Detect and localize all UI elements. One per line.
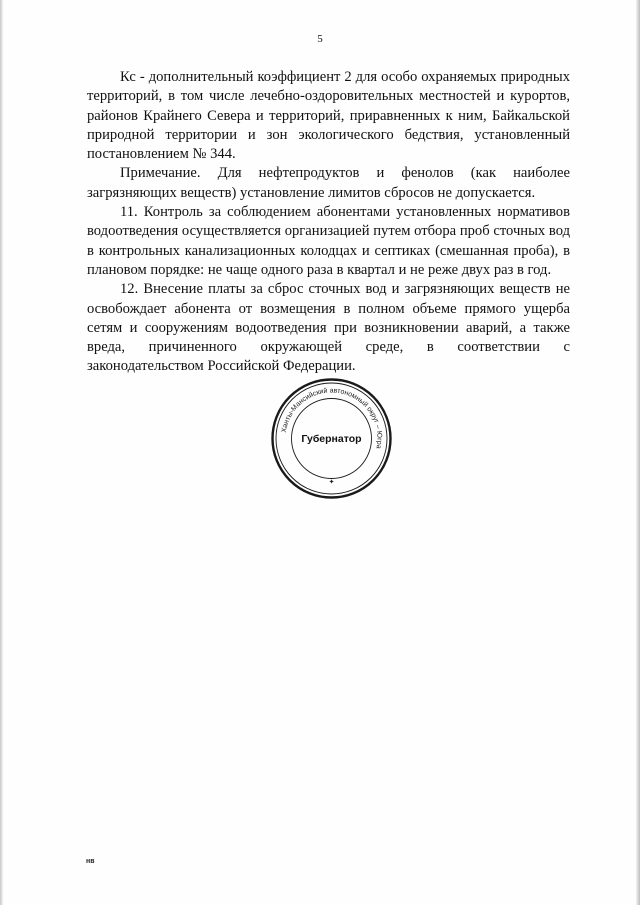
paragraph-item-12: 12. Внесение платы за сброс сточных вод и загрязняющих веществ не освобождает абонента от возмещения в полном объеме прямого ущерба сетям и сооружениям водоотведения при возникновении аварий, а также вреда, причиненного окружающей среде, в соответствии с законодательством Российской Федерации. bbox=[87, 281, 570, 375]
paragraph-item-11: 11. Контроль за соблюдением абонентами установленных нормативов водоотведения осуществляется организацией путем отбора проб сточных вод в контрольных канализационных колодцах и септиках (смешанная проба), в плановом порядке: не чаще одного раза в квартал и не реже двух раз в год. bbox=[87, 204, 570, 278]
document-body bbox=[87, 68, 570, 377]
paragraph-ks-coefficient: Кс - дополнительный коэффициент 2 для особо охраняемых природных территорий, в том числе лечебно-оздоровительных местностей и курортов, районов Крайнего Севера и территорий, приравненных к ним, Байкальской природной территории и зон экологического бедствия, установленный постановлением № 344. bbox=[87, 69, 570, 163]
paragraph-note: Примечание. Для нефтепродуктов и фенолов (как наиболее загрязняющих веществ) установление лимитов сбросов не допускается. bbox=[87, 165, 570, 201]
stamp-center-text: Губернатор bbox=[301, 433, 362, 445]
footer-code: нв bbox=[86, 858, 95, 865]
page-number: 5 bbox=[317, 33, 323, 45]
governor-seal-stamp bbox=[270, 377, 393, 500]
stamp-star-icon: ✦ bbox=[328, 478, 335, 486]
stamp-ring-text: Ханты-Мансийский автономный округ – Югра bbox=[280, 387, 383, 450]
scan-edge-right bbox=[636, 0, 640, 905]
scan-edge-left bbox=[0, 0, 3, 905]
